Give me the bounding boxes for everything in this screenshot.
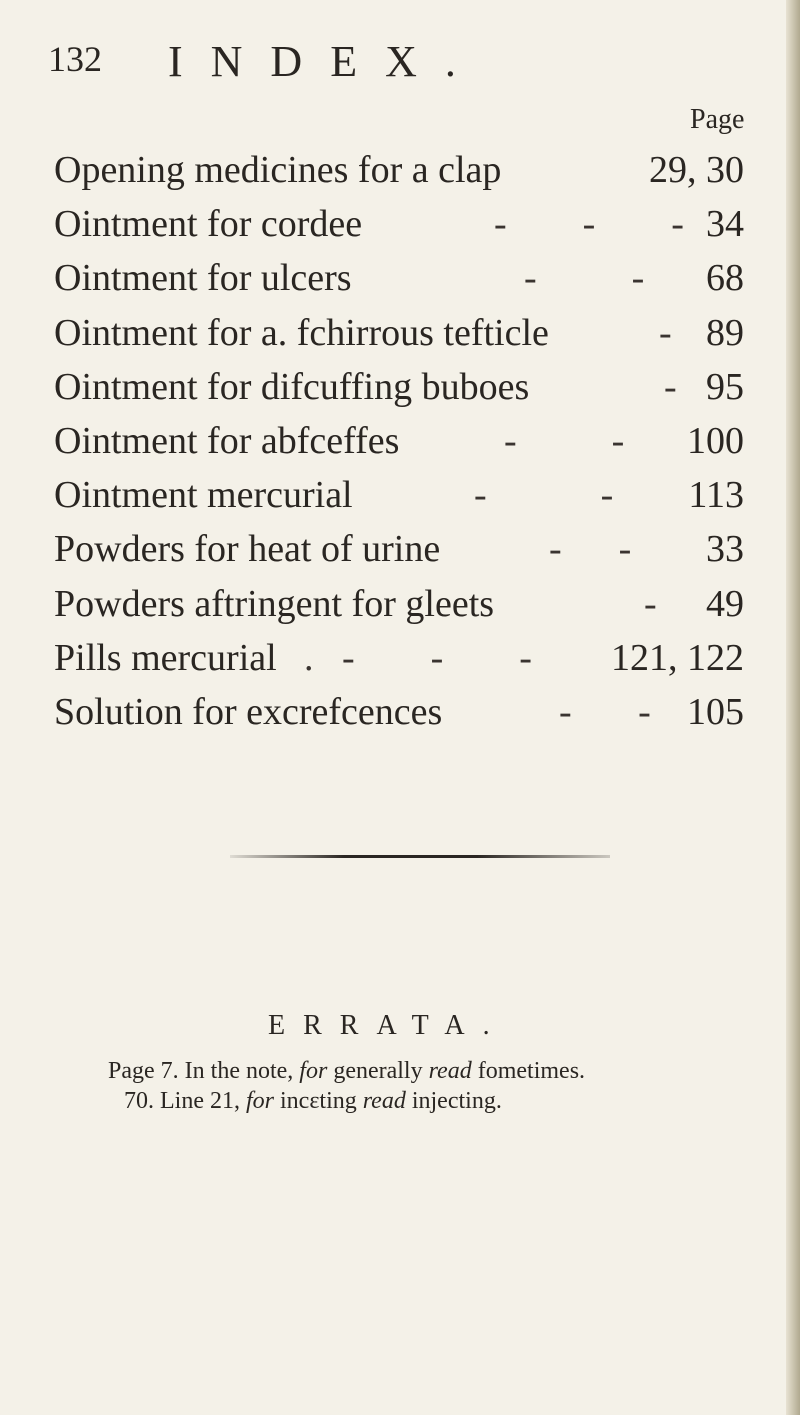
entry-label: Pills mercurial bbox=[54, 636, 277, 679]
entry-leader-dashes: . - - - bbox=[304, 636, 532, 679]
index-entry bbox=[54, 254, 744, 308]
page-column-label: Page bbox=[690, 104, 745, 135]
entry-pages: 113 bbox=[688, 474, 744, 517]
index-entry bbox=[54, 363, 744, 417]
entry-leader-dashes: - - bbox=[474, 474, 614, 517]
errata-line bbox=[108, 1058, 585, 1085]
entry-leader-dashes: - bbox=[644, 582, 657, 625]
index-entry bbox=[54, 580, 744, 634]
index-entry bbox=[54, 634, 744, 688]
errata-for-word: for bbox=[299, 1058, 328, 1084]
entry-label: Opening medicines for a clap bbox=[54, 149, 502, 191]
errata-text: Line 21, bbox=[160, 1088, 240, 1114]
errata-line bbox=[124, 1088, 502, 1115]
entry-pages: 121, 122 bbox=[611, 636, 744, 679]
section-divider-rule bbox=[230, 855, 610, 858]
errata-text: In the note, bbox=[184, 1058, 294, 1084]
entry-leader-dashes: - bbox=[659, 311, 672, 354]
errata-wrong: incεting bbox=[280, 1088, 357, 1114]
entry-pages: 68 bbox=[706, 257, 744, 300]
index-entry bbox=[54, 471, 744, 525]
errata-wrong: generally bbox=[333, 1058, 423, 1084]
entry-leader-dashes: - - - bbox=[494, 203, 684, 246]
page-title: INDEX. bbox=[168, 37, 484, 86]
entry-pages: 105 bbox=[687, 690, 744, 733]
entry-pages: 89 bbox=[706, 311, 744, 354]
errata-right: injecting. bbox=[411, 1088, 502, 1114]
index-entry bbox=[54, 309, 744, 363]
entry-label: Solution for excrefcences bbox=[54, 690, 443, 733]
entry-pages: 34 bbox=[706, 203, 744, 246]
index-entry bbox=[54, 417, 744, 471]
entry-leader-dashes: - - bbox=[549, 528, 632, 571]
entry-pages: 100 bbox=[687, 419, 744, 462]
entry-label: Powders for heat of urine bbox=[54, 528, 441, 571]
entry-pages: 49 bbox=[706, 582, 744, 625]
entry-pages: 95 bbox=[706, 365, 744, 408]
page-edge bbox=[786, 0, 800, 1415]
errata-for-word: for bbox=[245, 1088, 274, 1114]
entry-label: Ointment mercurial bbox=[54, 474, 353, 517]
index-entry bbox=[54, 688, 744, 742]
index-entry bbox=[54, 200, 744, 254]
index-entry bbox=[54, 525, 744, 579]
entry-label: Ointment for difcuffing buboes bbox=[54, 365, 530, 408]
entry-leader-dashes: - - bbox=[524, 257, 645, 300]
entry-pages: 29, 30 bbox=[649, 149, 744, 191]
index-entry bbox=[54, 146, 744, 200]
entry-label: Ointment for abfceffes bbox=[54, 419, 400, 462]
entry-label: Ointment for cordee bbox=[54, 203, 363, 246]
errata-read-word: read bbox=[362, 1088, 406, 1114]
errata-read-word: read bbox=[428, 1058, 472, 1084]
entry-label: Ointment for ulcers bbox=[54, 257, 352, 300]
page-header bbox=[48, 34, 648, 94]
page-number: 132 bbox=[48, 39, 102, 79]
index-entries bbox=[54, 146, 744, 742]
entry-label: Powders aftringent for gleets bbox=[54, 582, 495, 625]
errata-ref: Page 7. bbox=[108, 1058, 179, 1084]
entry-leader-dashes: - bbox=[664, 365, 677, 408]
entry-pages: 33 bbox=[706, 528, 744, 571]
entry-leader-dashes: - - bbox=[504, 419, 625, 462]
errata-right: fometimes. bbox=[477, 1058, 586, 1084]
errata-ref: 70. bbox=[124, 1088, 154, 1114]
entry-leader-dashes: - - bbox=[559, 690, 651, 733]
errata-title: ERRATA. bbox=[268, 1010, 508, 1041]
entry-label: Ointment for a. fchirrous tefticle bbox=[54, 311, 549, 354]
